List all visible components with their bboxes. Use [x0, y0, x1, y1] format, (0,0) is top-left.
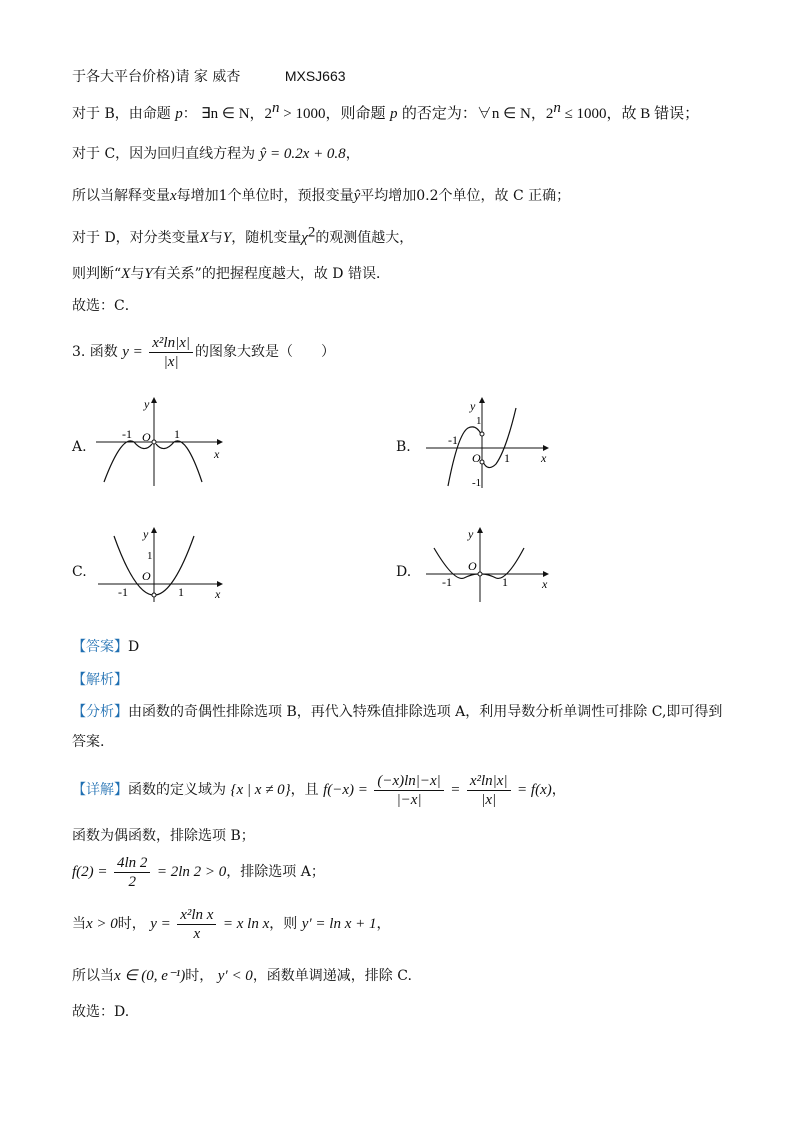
svg-text:-1: -1	[442, 575, 452, 589]
svg-text:y: y	[468, 527, 474, 541]
prop-p: p	[175, 106, 183, 122]
regression-eq: ŷ = 0.2x + 0.8	[259, 146, 346, 162]
svg-text:y: y	[470, 399, 476, 413]
svg-text:1: 1	[147, 550, 153, 562]
svg-text:1: 1	[504, 451, 510, 465]
header-line	[72, 66, 346, 87]
line-d1: 对于 D，对分类变量X与Y，随机变量$\chi^2$的观测值越大，	[72, 224, 414, 246]
graph-c	[92, 524, 232, 604]
svg-text:y: y	[144, 397, 150, 411]
graph-d	[420, 524, 560, 604]
choose-d: 故选：D.	[72, 1004, 130, 1020]
svg-text:O: O	[472, 451, 481, 465]
graph-b	[420, 394, 560, 494]
even-line: 函数为偶函数，排除选项 B；	[72, 828, 255, 844]
prop-p2: p	[389, 106, 398, 122]
svg-text:O: O	[468, 559, 477, 573]
svg-text:1: 1	[502, 575, 508, 589]
line-c2: 所以当解释变量x每增加1个单位时，预报变量ŷ平均增加0.2个单位，故 C 正确；	[72, 188, 571, 204]
xiangjie-line: 【详解】函数的定义域为 {x | x ≠ 0}，且 f(−x) = $\frac{(-x)\ln|-x|}{|-x|}$ = $\frac{\text{x²ln|x|}}{|x|}$ = f(x)，	[72, 772, 566, 808]
svg-text:1: 1	[476, 415, 482, 427]
answer-tag: 【答案】	[72, 639, 128, 655]
svg-text:1: 1	[174, 427, 180, 441]
option-c-label: C.	[72, 564, 87, 580]
pos-line: 当x > 0时， y = $\frac{\text{x²ln x}}{x}$ = x ln x，则 y′ = ln x + 1，	[72, 906, 391, 942]
choose-c: 故选：C．	[72, 298, 139, 314]
exists-expr: ∃n ∈ N，$2^n > 1000$，则命题	[201, 100, 386, 122]
svg-text:y: y	[143, 527, 149, 541]
analysis-tag: 【解析】	[72, 672, 128, 688]
q3-fraction: $\frac{\text{x²ln|x|}}{|x|}$	[149, 334, 193, 371]
dec-line: 所以当x ∈ (0, e⁻¹)时， y′ < 0，函数单调递减，排除 C.	[72, 968, 412, 984]
line-b: 对于 B，由命题 p： ∃n ∈ N，$2^n > 1000$，则命题 p 的否定为：∀n ∈ N，$2^n \le 1000$，故 B 错误；	[72, 100, 700, 122]
answer-line	[72, 637, 139, 657]
svg-text:O: O	[142, 430, 151, 444]
line-c1: 对于 C，因为回归直线方程为 ŷ = 0.2x + 0.8，	[72, 146, 360, 162]
f2-line: f(2) = $\frac{4\ln 2}{2}$ = 2ln 2 > 0，排除选项 A；	[72, 854, 325, 890]
option-b-label: B.	[396, 439, 411, 455]
svg-text:-1: -1	[448, 433, 458, 447]
line-b-text: 对于 B，由命题	[72, 106, 171, 122]
graph-a	[92, 394, 232, 494]
svg-text:1: 1	[178, 585, 184, 599]
negation-expr: 的否定为：∀n ∈ N，$2^n \le 1000$，故 B 错误；	[401, 100, 700, 122]
header-text: 于各大平台价格)请 家 威杏	[72, 69, 241, 85]
fenxi-line: 【分析】由函数的奇偶性排除选项 B，再代入特殊值排除选项 A，利用导数分析单调性可排除 C,即可得到	[72, 704, 723, 720]
option-a-label: A.	[72, 439, 87, 455]
svg-text:O: O	[142, 569, 151, 583]
svg-text:x: x	[542, 577, 548, 591]
svg-text:-1: -1	[118, 585, 128, 599]
fenxi-line2: 答案.	[72, 734, 105, 750]
svg-text:-1: -1	[122, 427, 132, 441]
answer-value: D	[128, 639, 140, 655]
svg-text:x: x	[214, 447, 220, 461]
header-code: MXSJ663	[284, 68, 346, 84]
line-d2: 则判断“X与Y有关系”的把握程度越大，故 D 错误．	[72, 266, 390, 282]
svg-text:x: x	[215, 587, 221, 601]
question-3: 3. 函数 y = $\frac{\text{x²ln|x|}}{|x|}$ 的图象大致是（ ）	[72, 334, 335, 370]
svg-text:x: x	[541, 451, 547, 465]
svg-text:-1: -1	[472, 477, 482, 489]
option-d-label: D.	[396, 564, 412, 580]
